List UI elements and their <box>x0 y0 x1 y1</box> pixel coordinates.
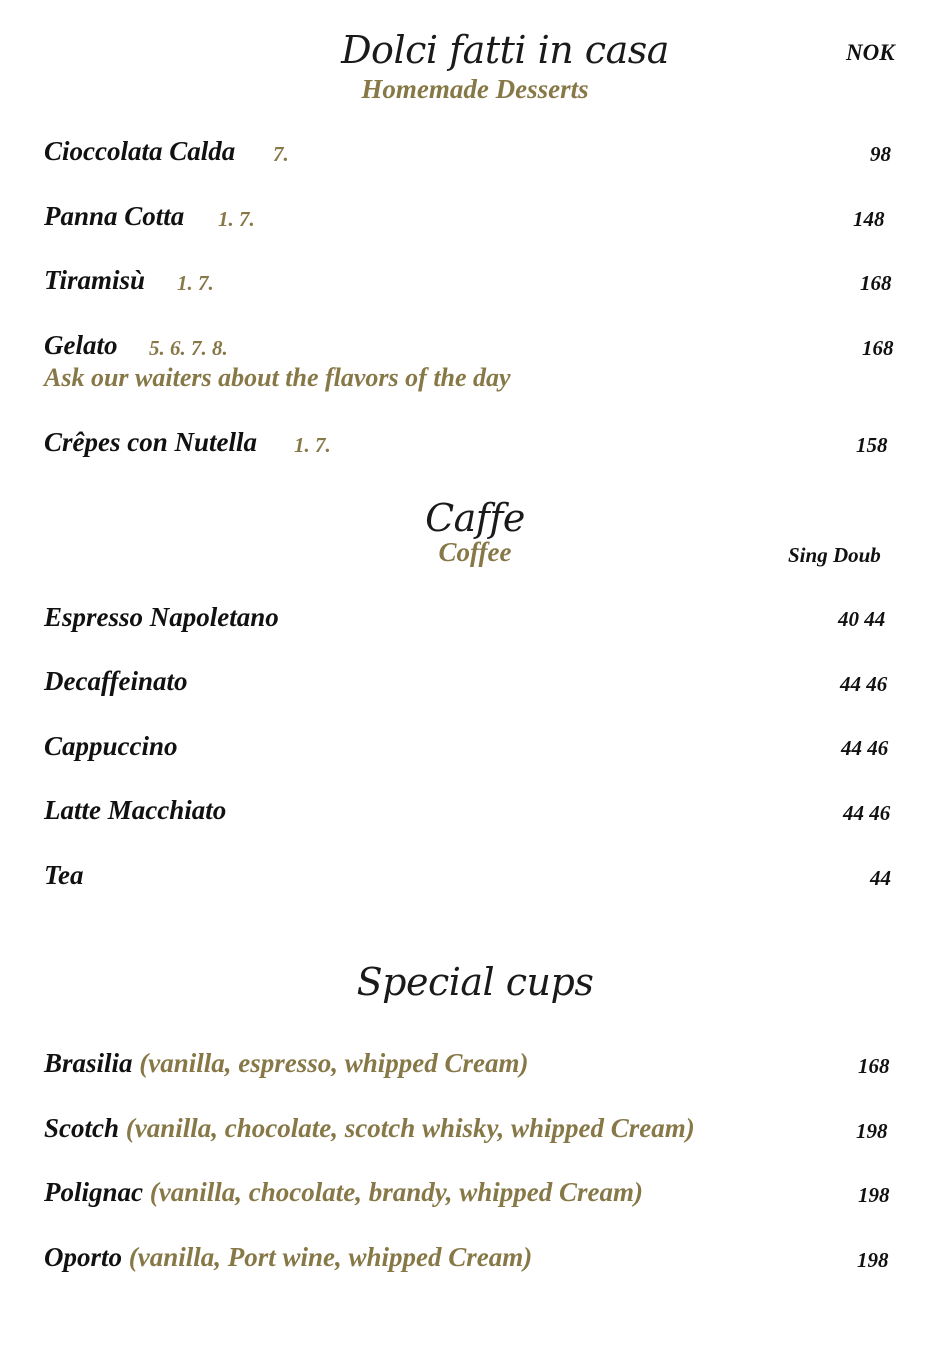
special-cup-name: Brasilia <box>44 1048 133 1078</box>
coffee-item-name: Espresso Napoletano <box>44 602 279 632</box>
coffee-title: Caffe <box>425 496 525 540</box>
coffee-item-price: 44 46 <box>843 801 891 825</box>
special-cup-description: (vanilla, chocolate, brandy, whipped Cream) <box>149 1177 643 1207</box>
dessert-item-allergens: 1. 7. <box>177 271 214 295</box>
special-cup-name: Scotch <box>44 1113 120 1143</box>
gelato-note: Ask our waiters about the flavors of the day <box>44 363 511 392</box>
special-cup-name: Polignac <box>44 1177 143 1207</box>
special-cup-item <box>44 1113 695 1144</box>
dessert-item-name: Cioccolata Calda <box>44 136 236 166</box>
coffee-subtitle: Coffee <box>438 537 512 567</box>
desserts-title: Dolci fatti in casa <box>341 28 669 72</box>
coffee-item-name: Decaffeinato <box>44 666 188 696</box>
special-cup-price: 168 <box>858 1054 890 1078</box>
dessert-item-name: Panna Cotta <box>44 201 185 231</box>
size-header: Sing Doub <box>788 543 881 567</box>
dessert-item-name: Crêpes con Nutella <box>44 427 257 457</box>
special-cups-title: Special cups <box>356 960 594 1004</box>
dessert-item-allergens: 7. <box>273 142 289 166</box>
dessert-item-price: 168 <box>862 336 894 360</box>
desserts-subtitle: Homemade Desserts <box>361 74 589 104</box>
special-cup-item <box>44 1048 529 1079</box>
special-cup-price: 198 <box>856 1119 888 1143</box>
dessert-item-price: 158 <box>856 433 888 457</box>
dessert-item-allergens: 1. 7. <box>218 207 255 231</box>
dessert-item-name: Tiramisù <box>44 265 146 295</box>
dessert-item-name: Gelato <box>44 330 118 360</box>
coffee-item-price: 44 46 <box>841 736 889 760</box>
coffee-item-name: Latte Macchiato <box>44 795 227 825</box>
dessert-item-allergens: 5. 6. 7. 8. <box>149 336 228 360</box>
special-cup-price: 198 <box>857 1248 889 1272</box>
dessert-item-allergens: 1. 7. <box>294 433 331 457</box>
coffee-item-price: 40 44 <box>838 607 886 631</box>
coffee-item-price: 44 46 <box>840 672 888 696</box>
special-cup-price: 198 <box>858 1183 890 1207</box>
coffee-item-price: 44 <box>870 866 891 890</box>
special-cup-item <box>44 1242 532 1273</box>
dessert-item-price: 98 <box>870 142 891 166</box>
special-cup-description: (vanilla, chocolate, scotch whisky, whipped Cream) <box>125 1113 695 1143</box>
currency-label: NOK <box>846 40 895 65</box>
coffee-item-name: Tea <box>44 860 84 890</box>
special-cup-description: (vanilla, espresso, whipped Cream) <box>139 1048 529 1078</box>
dessert-item-price: 168 <box>860 271 892 295</box>
special-cup-name: Oporto <box>44 1242 123 1272</box>
coffee-item-name: Cappuccino <box>44 731 178 761</box>
dessert-item-price: 148 <box>853 207 885 231</box>
special-cup-item <box>44 1177 643 1208</box>
special-cup-description: (vanilla, Port wine, whipped Cream) <box>128 1242 533 1272</box>
